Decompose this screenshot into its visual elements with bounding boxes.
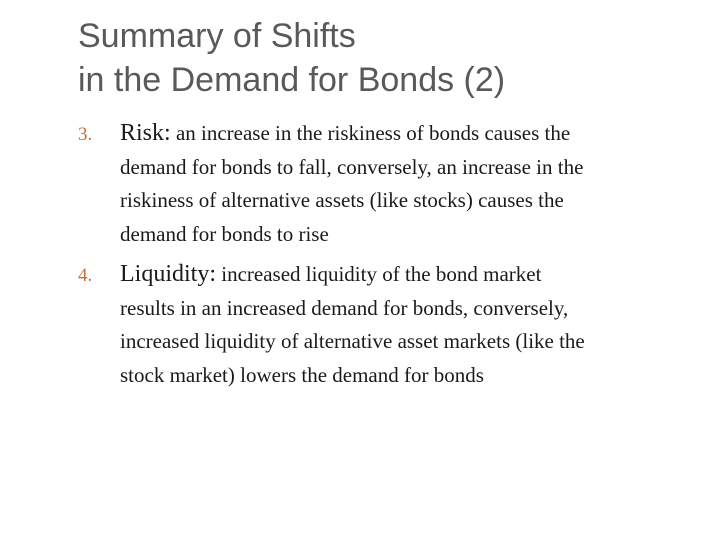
- item-term: Risk:: [120, 120, 171, 146]
- item-text: increased liquidity of the bond market: [221, 262, 542, 286]
- item-number: 4.: [78, 265, 93, 286]
- item-term: Liquidity:: [120, 261, 216, 287]
- list-item-liquidity: [78, 258, 698, 392]
- item-line: increased liquidity of alternative asset markets (like the: [120, 329, 585, 353]
- item-line: stock market) lowers the demand for bonds: [120, 362, 484, 387]
- item-text: an increase in the riskiness of bonds causes the: [175, 121, 571, 145]
- title-line-1: Summary of Shifts: [78, 17, 356, 55]
- slide-title: [78, 14, 698, 102]
- item-line: demand for bonds to fall, conversely, an increase in the: [120, 154, 584, 179]
- item-line: demand for bonds to rise: [120, 221, 329, 246]
- item-line: [120, 258, 698, 292]
- item-line: results in an increased demand for bonds, conversely,: [120, 295, 569, 320]
- item-number: 3.: [78, 124, 93, 145]
- item-line: riskiness of alternative assets (like stocks) causes the: [120, 188, 564, 212]
- list-item-risk: [78, 117, 698, 251]
- title-line-2: in the Demand for Bonds (2): [78, 61, 506, 99]
- bullet-list: [78, 117, 698, 392]
- item-line: [120, 117, 698, 151]
